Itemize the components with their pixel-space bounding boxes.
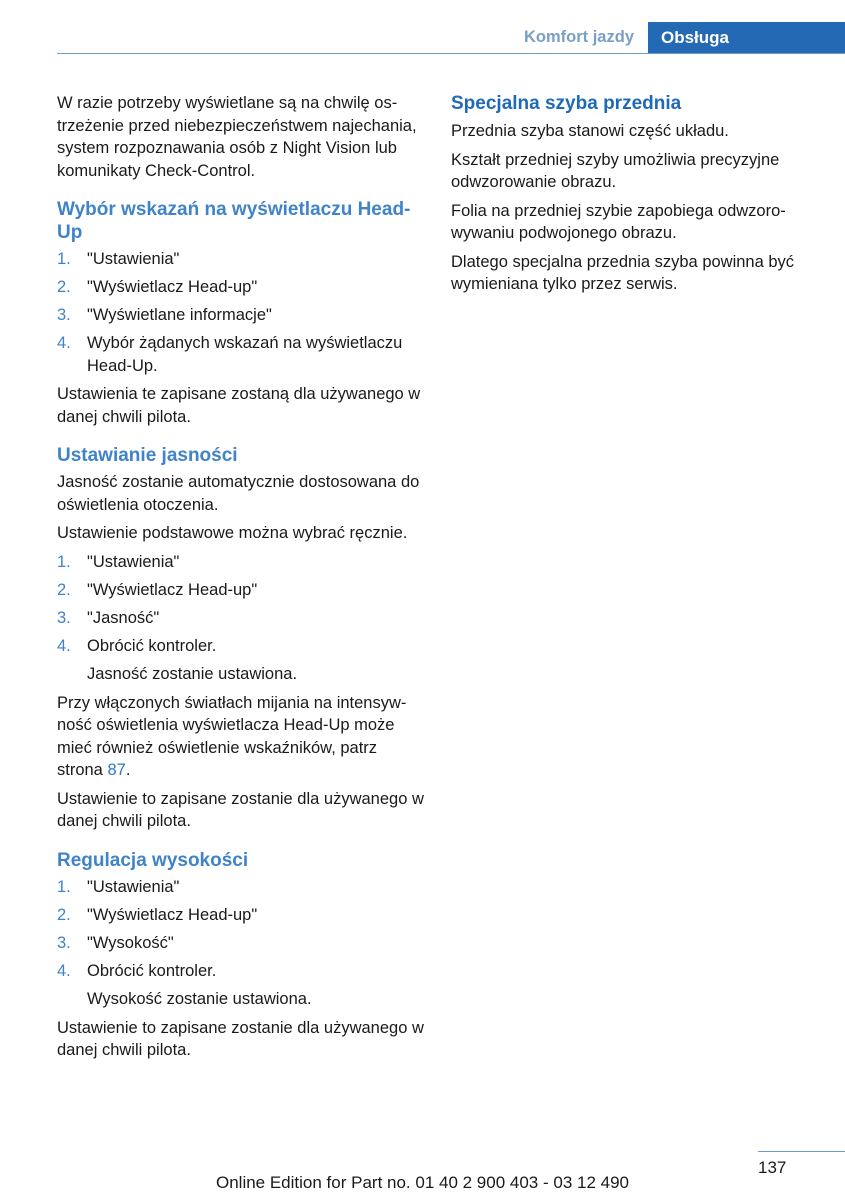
windshield-paragraph-4: Dlatego specjalna przednia szyba powinna być wymieniana tylko przez serwis.: [451, 252, 795, 293]
step-text: "Ustawienia": [87, 250, 180, 268]
step-number: 1.: [57, 552, 71, 571]
section-heading-brightness: Ustawianie jasności: [57, 445, 238, 466]
list-item: [57, 876, 425, 899]
step-number: 4.: [57, 636, 71, 655]
step-number: 2.: [57, 580, 71, 599]
step-text: "Wyświetlacz Head-up": [87, 278, 258, 296]
page-reference-link[interactable]: 87: [107, 761, 126, 779]
steps-list-display-selection: [57, 248, 425, 377]
step-text: "Wyświetlacz Head-up": [87, 580, 258, 599]
step-result: Wysokość zostanie ustawiona.: [87, 990, 312, 1008]
brightness-paragraph-lights: [57, 692, 425, 782]
brightness-paragraph-manual: Ustawienie podstawowe można wybrać ręcznie.: [57, 524, 408, 542]
step-text: "Jasność": [87, 608, 160, 627]
steps-list-height: [57, 876, 425, 983]
step-text: "Wyświetlane informacje": [87, 306, 272, 324]
step-number: 2.: [57, 278, 71, 296]
left-column: [57, 92, 425, 1068]
note-paragraph: Ustawienie to zapisane zostanie dla używanego w danej chwili pilota.: [57, 789, 424, 830]
right-column: [451, 92, 821, 302]
note-paragraph: Ustawienie to zapisane zostanie dla używanego w danej chwili pilota.: [57, 1018, 424, 1059]
list-item: [57, 551, 425, 574]
page-number: 137: [758, 1158, 787, 1177]
step-number: 3.: [57, 306, 71, 324]
list-item: [57, 607, 425, 630]
lights-text-end: .: [125, 761, 131, 779]
list-item: [57, 932, 425, 955]
list-item: [57, 304, 425, 327]
step-text: "Ustawienia": [87, 877, 180, 896]
page-number-rule: [758, 1151, 845, 1152]
step-text: Obrócić kontroler.: [87, 636, 217, 655]
step-number: 3.: [57, 608, 71, 627]
step-number: 2.: [57, 905, 71, 924]
step-number: 1.: [57, 250, 71, 268]
step-text: "Wysokość": [87, 933, 174, 952]
step-number: 4.: [57, 961, 71, 980]
list-item: [57, 579, 425, 602]
step-text: Wybór żądanych wskazań na wyświetlaczu Head-Up.: [87, 334, 403, 375]
list-item: [57, 276, 425, 299]
step-number: 3.: [57, 933, 71, 952]
step-text: "Ustawienia": [87, 552, 180, 571]
header-rule: [57, 53, 845, 54]
section-heading-height: Regulacja wysokości: [57, 849, 249, 871]
section-heading-windshield: Specjalna szyba przednia: [451, 93, 682, 114]
header-chapter-tab: Obsługa: [648, 22, 845, 53]
intro-paragraph: W razie potrzeby wyświetlane są na chwilę ostrzeżenie przed niebezpieczeństwem najechania, system rozpoznawania osób z Night Vision lub komunikaty Check-Control.: [57, 94, 417, 180]
list-item: [57, 904, 425, 927]
list-item: [57, 248, 425, 271]
windshield-paragraph-3: Folia na przedniej szybie zapobiega odwzorowywaniu podwojonego obrazu.: [451, 201, 786, 242]
step-result: Jasność zostanie ustawiona.: [87, 665, 298, 683]
note-paragraph: Ustawienia te zapisane zostaną dla używanego w danej chwili pilota.: [57, 385, 421, 426]
list-item: [57, 960, 425, 983]
windshield-paragraph-1: Przednia szyba stanowi część układu.: [451, 122, 729, 140]
footer-edition-note: Online Edition for Part no. 01 40 2 900 403 - 03 12 490: [215, 1173, 629, 1192]
section-heading-display-selection: Wybór wskazań na wyświetlaczu Head-Up: [57, 199, 411, 243]
list-item: [57, 635, 425, 658]
step-text: "Wyświetlacz Head-up": [87, 905, 258, 924]
steps-list-brightness: [57, 551, 425, 658]
step-number: 1.: [57, 877, 71, 896]
brightness-paragraph-auto: Jasność zostanie automatycznie dostosowana do oświetlenia otoczenia.: [57, 473, 420, 514]
list-item: [57, 332, 425, 377]
lights-text: Przy włączonych światłach mijania na intensywność oświetlenia wyświetlacza Head-Up może mieć również oświetlenie wskaźników, patrz strona: [57, 693, 407, 779]
windshield-paragraph-2: Kształt przedniej szyby umożliwia precyzyjne odwzorowanie obrazu.: [451, 150, 780, 191]
header-section-title: Komfort jazdy: [523, 28, 634, 46]
step-number: 4.: [57, 334, 71, 352]
step-text: Obrócić kontroler.: [87, 961, 217, 980]
